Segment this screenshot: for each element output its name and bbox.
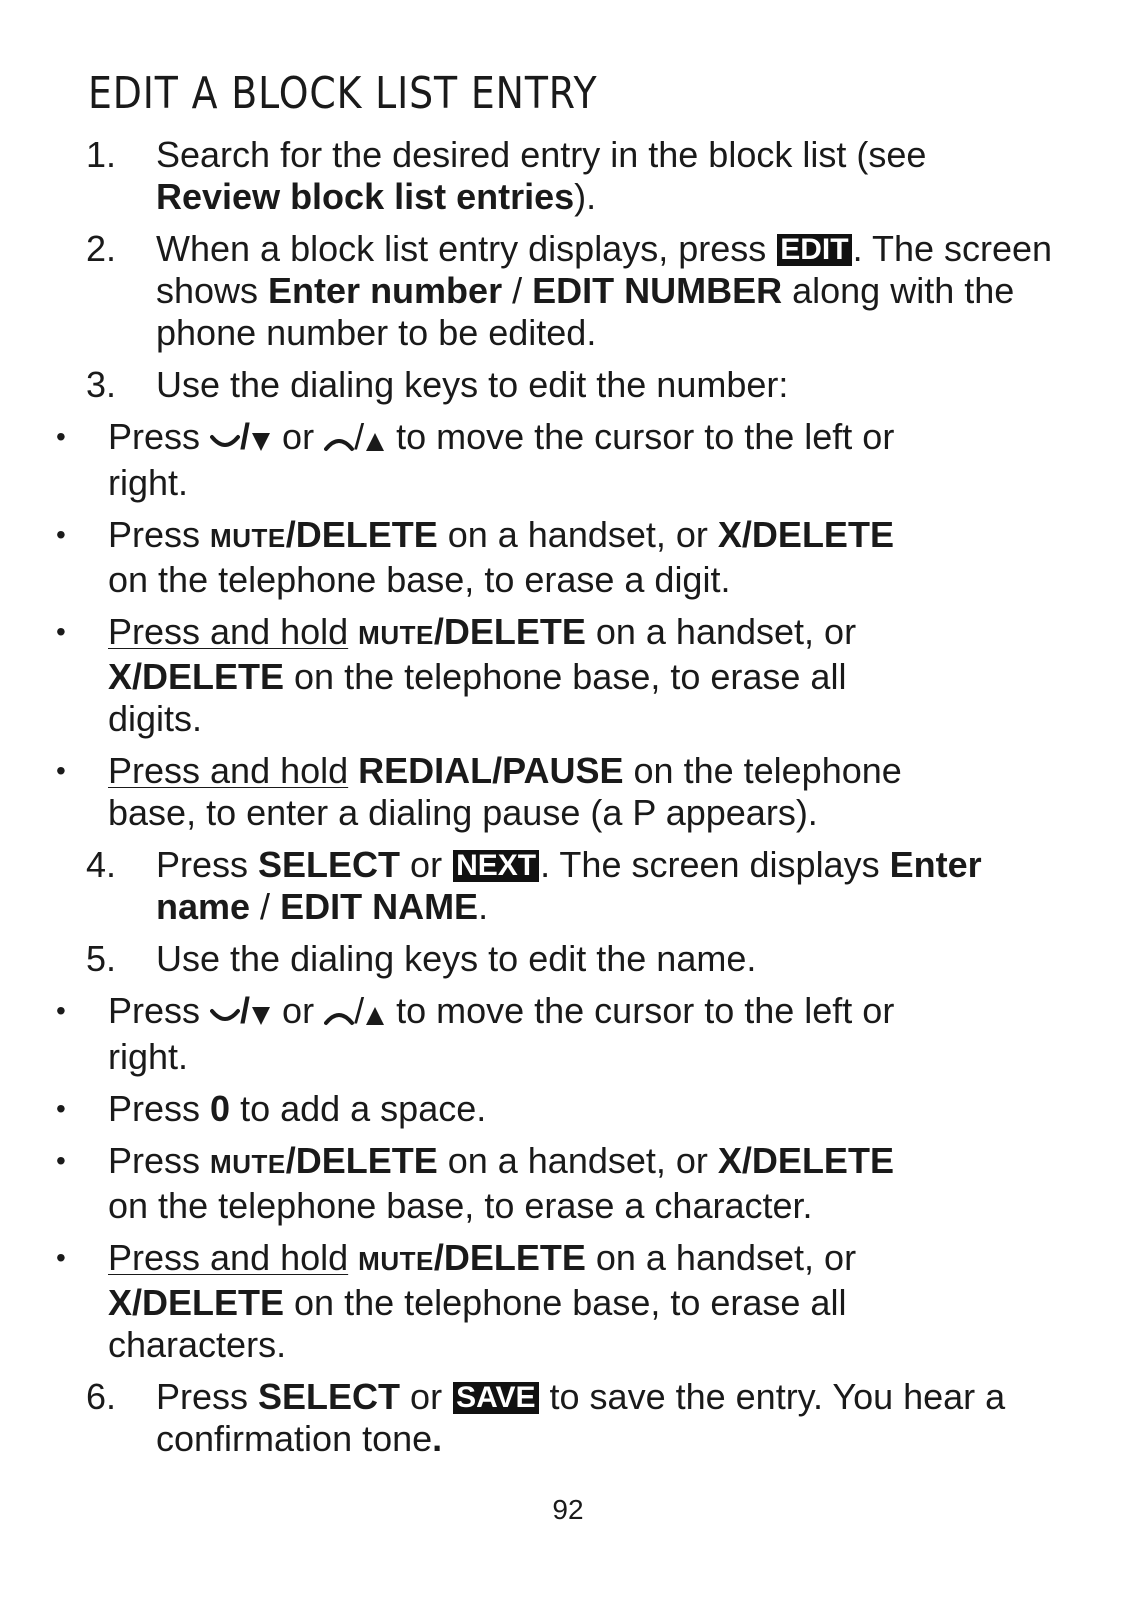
step-text: / [502, 270, 533, 311]
key-redial-pause: REDIAL/PAUSE [358, 750, 624, 791]
key-select: SELECT [258, 1376, 401, 1417]
page-number: 92 [552, 1494, 584, 1525]
bullet-dot: • [56, 1242, 66, 1273]
step-text: ). [574, 176, 597, 217]
step-text: . The screen shows [156, 228, 1053, 311]
down-arrow-key-icon [210, 994, 240, 1036]
bullet-dot: • [56, 995, 66, 1026]
step-text: / [250, 886, 281, 927]
bullet-text: Press [108, 1088, 211, 1129]
down-arrow-key-icon [210, 420, 240, 462]
down-triangle-icon [250, 994, 272, 1036]
underlined-text: Press and hold [108, 611, 349, 652]
bold-term: Review block list entries [156, 176, 575, 217]
step-text: . The screen displays [540, 844, 890, 885]
step-1 [0, 134, 1056, 218]
bullet-dot: • [56, 421, 66, 452]
slash: / [354, 416, 365, 457]
slash: / [354, 990, 365, 1031]
bullet-item [54, 514, 938, 601]
slash: / [240, 416, 251, 457]
up-arrow-key-icon [324, 420, 354, 462]
bullet-item [54, 611, 938, 740]
bullet-text: on the telephone base, to enter a dialing pause (a P appears). [108, 750, 902, 833]
bullet-item [54, 1140, 938, 1227]
bullet-list [54, 416, 1056, 834]
bullet-text: Press [108, 514, 211, 555]
step-3 [0, 364, 1056, 834]
key-mute: MUTE [210, 1149, 286, 1179]
bullet-item [54, 416, 938, 504]
bullet-dot: • [56, 1093, 66, 1124]
bullet-text: Press [108, 416, 211, 457]
softkey-edit: EDIT [777, 234, 851, 266]
underlined-text: Press and hold [108, 750, 349, 791]
key-zero: 0 [210, 1088, 231, 1129]
step-text: Press [156, 844, 259, 885]
underlined-text: Press and hold [108, 1237, 349, 1278]
step-text: Search for the desired entry in the block list (see [156, 134, 927, 175]
step-number: 3. [86, 364, 117, 405]
step-number: 6. [86, 1376, 117, 1417]
bullet-text: on the telephone base, to erase a character. [108, 1185, 813, 1226]
bullet-text: to move the cursor to the left or right. [108, 990, 895, 1077]
bullet-text: or [272, 416, 325, 457]
page-title: EDIT A BLOCK LIST ENTRY [88, 68, 598, 119]
step-text: Press [156, 1376, 259, 1417]
bullet-text: Press [108, 1140, 211, 1181]
bullet-item [54, 990, 938, 1078]
step-number: 2. [86, 228, 117, 269]
softkey-next: NEXT [453, 850, 539, 882]
bullet-dot: • [56, 755, 66, 786]
step-number: 4. [86, 844, 117, 885]
softkey-save: SAVE [453, 1382, 538, 1414]
bullet-text: to add a space. [230, 1088, 487, 1129]
step-2 [0, 228, 1056, 354]
bullet-dot: • [56, 1145, 66, 1176]
step-text: to save the entry. You hear a confirmation tone [156, 1376, 1006, 1459]
step-text: or [400, 844, 453, 885]
key-x-delete: X/DELETE [717, 514, 894, 555]
key-delete: /DELETE [433, 611, 586, 652]
bullet-dot: • [56, 519, 66, 550]
key-x-delete: X/DELETE [108, 1282, 285, 1323]
bullet-dot: • [56, 616, 66, 647]
bullet-text: on a handset, or [585, 611, 857, 652]
step-text: Use the dialing keys to edit the number: [156, 364, 789, 405]
key-mute: MUTE [358, 620, 434, 650]
bold-term: EDIT NAME [280, 886, 479, 927]
space [348, 611, 358, 652]
bullet-text: on the telephone base, to erase a digit. [108, 559, 731, 600]
step-text: When a block list entry displays, press [156, 228, 777, 269]
step-5 [0, 938, 1056, 1366]
end-period: . [432, 1418, 443, 1459]
step-text: along with the phone number to be edited. [156, 270, 1015, 353]
key-delete: /DELETE [285, 1140, 438, 1181]
up-triangle-icon [364, 994, 386, 1036]
key-x-delete: X/DELETE [717, 1140, 894, 1181]
key-select: SELECT [258, 844, 401, 885]
bold-term: Enter name [156, 844, 982, 927]
step-text: . [478, 886, 489, 927]
key-x-delete: X/DELETE [108, 656, 285, 697]
up-triangle-icon [364, 420, 386, 462]
step-number: 1. [86, 134, 117, 175]
key-mute: MUTE [210, 523, 286, 553]
step-text: or [400, 1376, 453, 1417]
bold-term: Enter number [268, 270, 503, 311]
key-mute: MUTE [358, 1246, 434, 1276]
bullet-text: on a handset, or [437, 514, 718, 555]
instruction-steps [0, 134, 1136, 1470]
bullet-text: on a handset, or [585, 1237, 857, 1278]
bullet-text: Press [108, 990, 211, 1031]
bullet-text: on the telephone base, to erase all characters. [108, 1282, 847, 1365]
step-4 [0, 844, 1056, 928]
step-number: 5. [86, 938, 117, 979]
bullet-text: on the telephone base, to erase all digits. [108, 656, 847, 739]
bullet-list [54, 990, 1056, 1366]
key-delete: /DELETE [433, 1237, 586, 1278]
slash: / [240, 990, 251, 1031]
bullet-item [54, 1237, 938, 1366]
key-delete: /DELETE [285, 514, 438, 555]
bullet-item [54, 1088, 938, 1130]
step-text: Use the dialing keys to edit the name. [156, 938, 757, 979]
bullet-item [54, 750, 938, 834]
bullet-text: on a handset, or [437, 1140, 718, 1181]
step-6 [0, 1376, 1056, 1460]
space [348, 750, 358, 791]
bold-term: EDIT NUMBER [532, 270, 783, 311]
up-arrow-key-icon [324, 994, 354, 1036]
bullet-text: to move the cursor to the left or right. [108, 416, 895, 503]
down-triangle-icon [250, 420, 272, 462]
bullet-text: or [272, 990, 325, 1031]
space [348, 1237, 358, 1278]
